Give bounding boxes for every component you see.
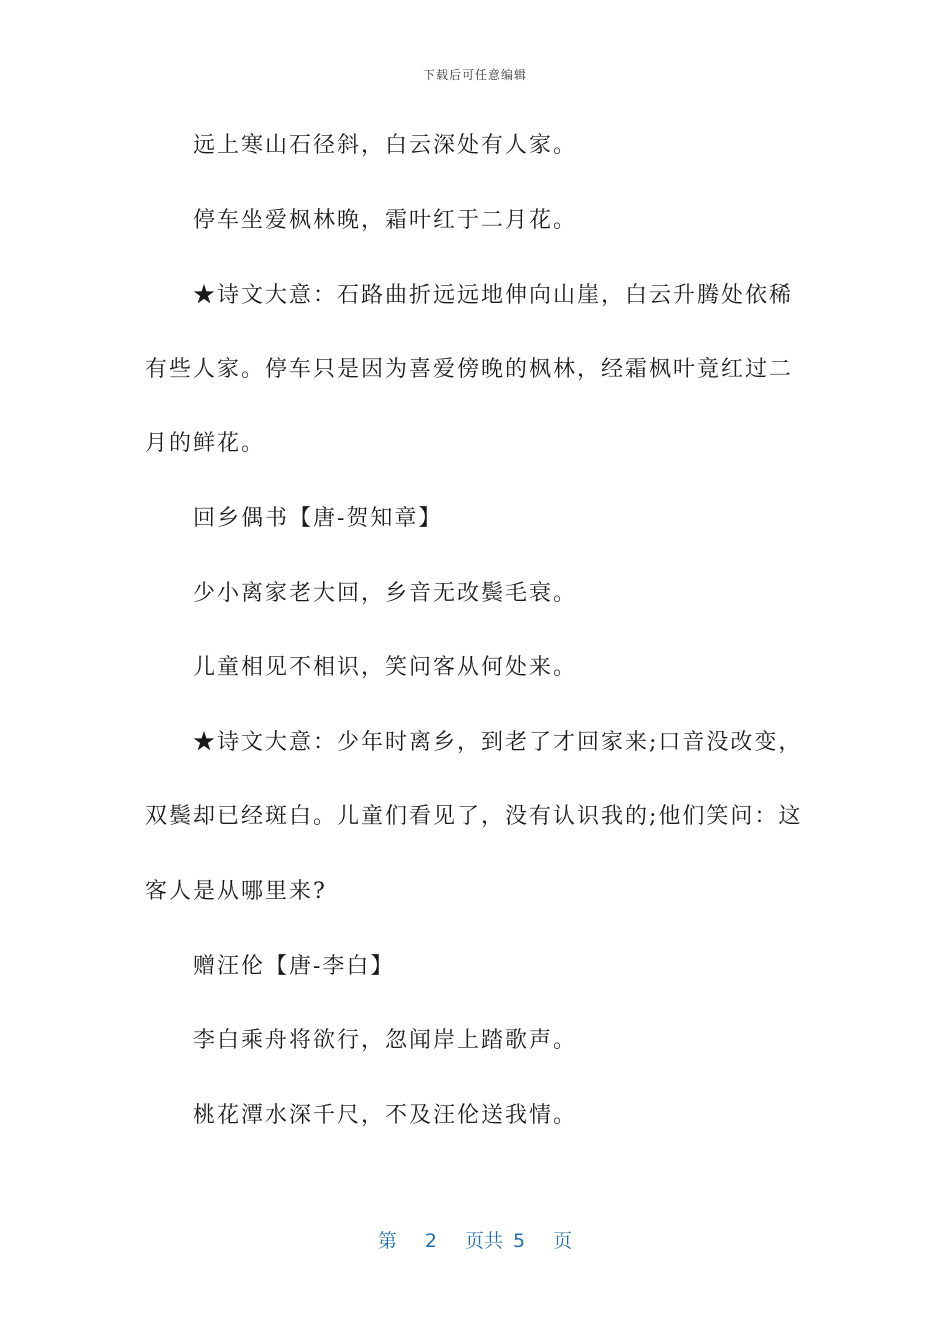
page-prefix: 第 (377, 1230, 397, 1252)
page-suffix: 页 (553, 1230, 573, 1252)
poem-line: 远上寒山石径斜，白云深处有人家。 (193, 133, 578, 158)
poem-title: 回乡偶书【唐-贺知章】 (193, 506, 443, 531)
translation-paragraph-line: 客人是从哪里来? (145, 879, 327, 904)
translation-paragraph-line: 有些人家。停车只是因为喜爱傍晚的枫林，经霜枫叶竟红过二 (145, 357, 794, 382)
translation-paragraph-line: 月的鲜花。 (145, 431, 266, 456)
page-middle: 页共 (464, 1230, 503, 1252)
poem-line: 李白乘舟将欲行，忽闻岸上踏歌声。 (193, 1028, 578, 1053)
translation-paragraph-line: 双鬓却已经斑白。儿童们看见了，没有认识我的;他们笑问：这 (145, 804, 803, 829)
poem-line: 停车坐爱枫林晚，霜叶红于二月花。 (193, 208, 578, 233)
page-number: 2 (424, 1230, 437, 1252)
translation-paragraph-line: ★诗文大意：少年时离乡，到老了才回家来;口音没改变， (193, 730, 803, 755)
poem-line: 少小离家老大回，乡音无改鬓毛衰。 (193, 581, 578, 606)
poem-title: 赠汪伦【唐-李白】 (193, 954, 395, 979)
translation-paragraph-line: ★诗文大意：石路曲折远远地伸向山崖，白云升腾处依稀 (193, 283, 794, 308)
poem-line: 儿童相见不相识，笑问客从何处来。 (193, 655, 578, 680)
page-footer (0, 1226, 950, 1253)
page-header-note: 下载后可任意编辑 (422, 68, 527, 82)
page-total: 5 (513, 1230, 526, 1252)
poem-line: 桃花潭水深千尺，不及汪伦送我情。 (193, 1103, 578, 1128)
